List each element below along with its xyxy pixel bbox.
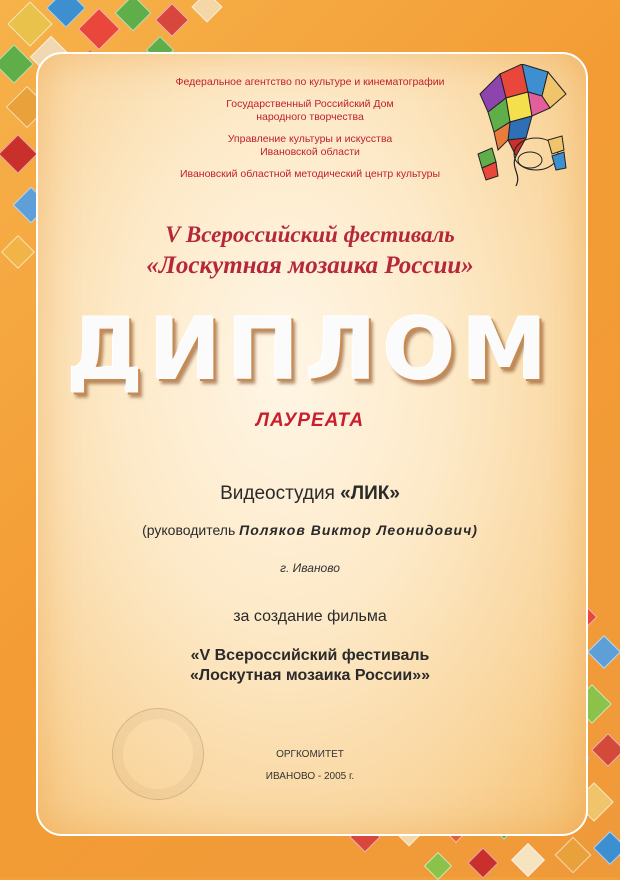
recipient-studio [60, 483, 560, 505]
recipient-city: г. Иваново [280, 561, 340, 575]
leader-name: Поляков Виктор Леонидович) [239, 522, 478, 538]
diploma-subtitle: ЛАУРЕАТА [255, 410, 365, 431]
festival-logo [470, 64, 570, 194]
film-title-line1: «V Всероссийский фестиваль [190, 647, 430, 664]
organization-line: Ивановский областной методический центр культуры [179, 168, 441, 180]
recipient-leader [40, 522, 580, 538]
festival-title-line1: V Всероссийский фестиваль [165, 222, 455, 247]
organizing-committee: ОРГКОМИТЕТ [276, 749, 344, 760]
award-reason: за создание фильма [233, 608, 387, 625]
place-year: ИВАНОВО - 2005 г. [265, 771, 355, 782]
film-title-line2: «Лоскутная мозаика России»» [190, 667, 430, 684]
festival-title-line2: «Лоскутная мозаика России» [146, 252, 474, 279]
studio-name: «ЛИК» [340, 483, 400, 504]
organization-line: Государственный Российский Дом народного творчества [226, 98, 394, 123]
studio-prefix: Видеостудия [220, 483, 335, 504]
organization-line: Управление культуры и искусства Ивановской области [227, 133, 393, 158]
organizations-header [150, 76, 470, 190]
leader-prefix: (руководитель [142, 522, 236, 538]
diploma-title: ДИПЛОМ [66, 300, 554, 400]
organization-line: Федеральное агентство по культуре и кинематографии [175, 76, 445, 88]
